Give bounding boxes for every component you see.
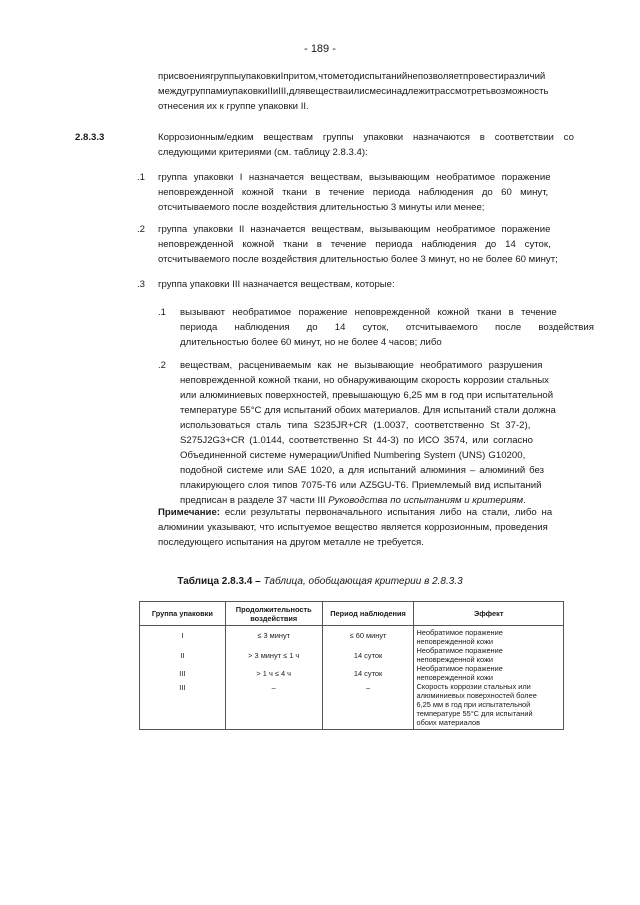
intro-paragraph: [158, 69, 565, 114]
item-number: .2: [137, 224, 146, 235]
cell-effect: [414, 646, 564, 664]
note-line: последующего испытания на другом металле не требуется.: [158, 537, 424, 548]
cell-observation: –: [322, 682, 414, 730]
effect-text: неповрежденной кожи: [416, 637, 494, 646]
subitem-line: неповрежденной кожной ткани, но обнаруживающим скорость коррозии стальных: [180, 375, 549, 386]
cell-observation: 14 суток: [322, 646, 414, 664]
table-row: [140, 682, 564, 730]
section-line: следующими критериями (см. таблицу 2.8.3.4):: [158, 147, 368, 158]
effect-text: температуре 55°C для испытаний: [416, 709, 533, 718]
cell-effect: [414, 682, 564, 730]
effect-text: обоих материалов: [416, 718, 481, 727]
subitem-line: вызывают необратимое поражение неповрежденной кожной ткани в течение: [180, 307, 557, 318]
item-number: .1: [137, 172, 146, 183]
subitem-text: предписан в разделе 37 части III: [180, 495, 329, 506]
subitem-line: использоваться сталь типа S235JR+CR (1.0037, соответственно St 37-2),: [180, 420, 531, 431]
item-line: группа упаковки III назначается веществам, которые:: [158, 279, 395, 290]
item-line: неповрежденной кожной ткани в течение периода наблюдения до 14 суток,: [158, 239, 551, 250]
note-text: если результаты первоначального испытания либо на стали, либо на: [219, 507, 553, 518]
subitem-line: или алюминиевых поверхностей, превышающую 6,25 мм в год при испытательной: [180, 390, 554, 401]
cell-group: II: [140, 646, 226, 664]
effect-text: алюминиевых поверхностей более: [416, 691, 537, 700]
subitem-line: Объединенной системе нумерации/Unified Numbering System (UNS) G10200,: [180, 450, 526, 461]
section-number: 2.8.3.3: [75, 132, 105, 143]
subitem-number: .2: [158, 360, 167, 371]
subitem-paragraph: [180, 358, 565, 508]
item-paragraph: [158, 277, 565, 292]
table-title-caption: Таблица, обобщающая критерии в 2.8.3.3: [260, 576, 463, 587]
subitem-text: .: [523, 495, 526, 506]
note-paragraph: [158, 505, 565, 550]
cell-observation: 14 суток: [322, 664, 414, 682]
header-observation: Период наблюдения: [322, 602, 414, 626]
subitem-line: плакирующего слоя типов 7075-T6 или AZ5GU-T6. Приемлемый вид испытаний: [180, 480, 542, 491]
subitem-line: температуре 55°C для испытаний обоих материалов. Для испытаний стали должна: [180, 405, 556, 416]
table-title: [0, 576, 640, 587]
subitem-line: периода наблюдения до 14 суток, отсчитываемого после воздействия: [180, 322, 594, 333]
header-exposure: Продолжительность воздействия: [225, 602, 322, 626]
cell-group: III: [140, 682, 226, 730]
page-number: - 189 -: [304, 43, 336, 55]
cell-group: I: [140, 626, 226, 647]
cell-exposure: –: [225, 682, 322, 730]
cell-exposure: ≤ 3 минут: [225, 626, 322, 647]
table-title-number: Таблица 2.8.3.4 –: [177, 576, 261, 587]
intro-line: отнесения их к группе упаковки II.: [158, 101, 309, 112]
cell-exposure: > 3 минут ≤ 1 ч: [225, 646, 322, 664]
note-line: [158, 505, 565, 520]
subitem-line: подобной системе или SAE 1020, а для испытаний алюминия – алюминий без: [180, 465, 545, 476]
item-line: неповрежденной кожной ткани в течение периода наблюдения до 60 минут,: [158, 187, 549, 198]
cell-effect: [414, 664, 564, 682]
item-line: отсчитываемого после воздействия длительностью 3 минуты или менее;: [158, 202, 485, 213]
cell-effect: [414, 626, 564, 647]
table-header-row: [140, 602, 564, 626]
cell-exposure: > 1 ч ≤ 4 ч: [225, 664, 322, 682]
intro-line: присвоениягруппыупаковкиIпритом,чтометодиспытанийнепозволяетпровестиразличий: [158, 71, 546, 82]
effect-text: 6,25 мм в год при испытательной: [416, 700, 531, 709]
subitem-line: веществам, расцениваемым как не вызывающие необратимого разрушения: [180, 360, 543, 371]
item-paragraph: [158, 170, 565, 215]
header-effect: Эффект: [414, 602, 564, 626]
subitem-number: .1: [158, 307, 167, 318]
subitem-line: S275J2G3+CR (1.0144, соответственно St 44-3) по ИСО 3574, или согласно: [180, 435, 533, 446]
intro-line: междугруппамиупаковкиIIиIII,длявеществаилисмесинадлежитрассмотретьвозможность: [158, 86, 549, 97]
cell-observation: ≤ 60 минут: [322, 626, 414, 647]
effect-text: Необратимое поражение: [416, 646, 503, 655]
effect-text: неповрежденной кожи: [416, 655, 494, 664]
header-packing-group: Группа упаковки: [140, 602, 226, 626]
subitem-paragraph: [180, 305, 594, 350]
table-row: [140, 664, 564, 682]
item-line: группа упаковки I назначается веществам, вызывающим необратимое поражение: [158, 172, 551, 183]
table-row: [140, 626, 564, 647]
note-label: Примечание:: [158, 507, 220, 518]
effect-text: Необратимое поражение: [416, 628, 503, 637]
effect-text: неповрежденной кожи: [416, 673, 494, 682]
item-line: отсчитываемого после воздействия длительностью более 3 минут, но не более 60 минут;: [158, 254, 558, 265]
effect-text: Скорость коррозии стальных или: [416, 682, 531, 691]
criteria-table: [139, 601, 564, 730]
section-paragraph: [158, 130, 574, 160]
table-row: [140, 646, 564, 664]
section-line: Коррозионным/едким веществам группы упаковки назначаются в соответствии со: [158, 132, 574, 143]
cell-group: III: [140, 664, 226, 682]
subitem-line: длительностью более 60 минут, но не более 4 часов; либо: [180, 337, 442, 348]
item-number: .3: [137, 279, 146, 290]
item-paragraph: [158, 222, 565, 267]
guide-reference: Руководства по испытаниям и критериям: [328, 495, 524, 506]
item-line: группа упаковки II назначается веществам, вызывающим необратимое поражение: [158, 224, 551, 235]
note-line: алюминии указывают, что испытуемое вещество является коррозионным, проведения: [158, 522, 548, 533]
effect-text: Необратимое поражение: [416, 664, 503, 673]
